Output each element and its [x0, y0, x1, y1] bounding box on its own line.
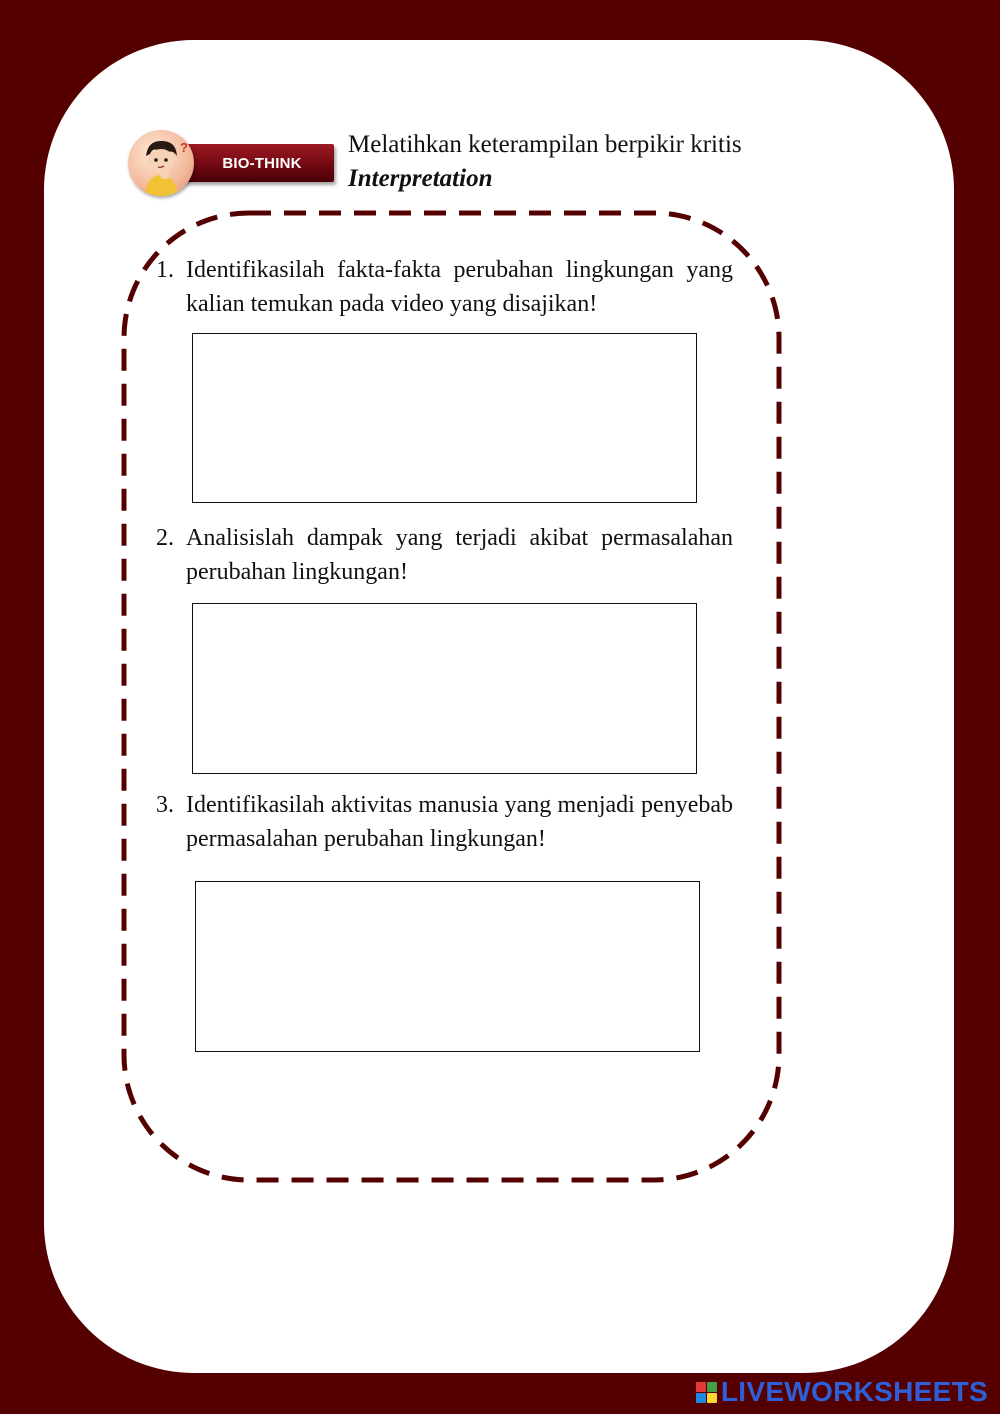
question-2-text: Analisislah dampak yang terjadi akibat permasalahan perubahan lingkungan! [186, 525, 733, 585]
heading-line-1: Melatihkan keterampilan berpikir kritis [348, 131, 742, 158]
answer-box-1[interactable] [192, 333, 697, 503]
question-3-number: 3. [156, 792, 174, 818]
question-3 [156, 788, 733, 856]
heading-line-2: Interpretation [348, 165, 493, 192]
svg-text:?: ? [180, 140, 188, 155]
brand-name: LIVEWORKSHEETS [720, 1376, 988, 1407]
question-1-text: Identifikasilah fakta-fakta perubahan lingkungan yang kalian temukan pada video yang disajikan! [186, 257, 733, 317]
question-2-number: 2. [156, 525, 174, 551]
question-3-text: Identifikasilah aktivitas manusia yang menjadi penyebab permasalahan perubahan lingkungan! [186, 792, 733, 852]
badge-label: BIO-THINK [222, 154, 302, 172]
question-1-number: 1. [156, 257, 174, 283]
question-2 [156, 521, 733, 589]
question-1 [156, 253, 733, 321]
liveworksheets-logo-icon [696, 1382, 717, 1403]
liveworksheets-brand [696, 1376, 988, 1408]
answer-box-2[interactable] [192, 603, 697, 774]
answer-box-3[interactable] [195, 881, 700, 1052]
